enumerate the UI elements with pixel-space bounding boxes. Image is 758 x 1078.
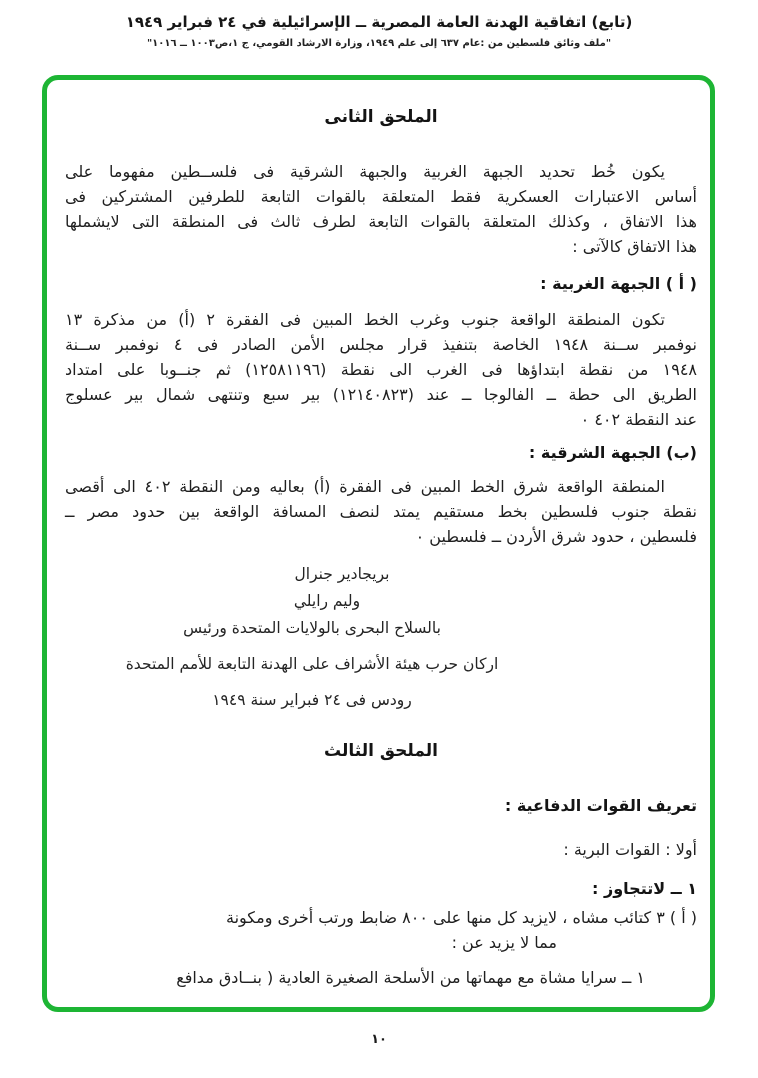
signatory-title-line: اركان حرب هيئة الأشراف على الهدنة التابعة للأمم المتحدة — [125, 655, 499, 673]
land-forces-heading: أولا : القوات البرية : — [563, 840, 697, 859]
green-border-frame — [42, 75, 715, 1012]
signatory-rank: بريجادير جنرال — [294, 565, 390, 583]
annex2-title: الملحق الثانى — [324, 107, 438, 127]
paragraph-line: نوفمبر ســنة ١٩٤٨ الخاصة بتنفيذ قرار مجلس الأمن الصادر فى ٤ نوفمبر ســنة — [65, 335, 698, 354]
document-header — [0, 13, 758, 49]
paragraph-line: يكون خُط تحديد الجبهة الغربية والجبهة الشرقية فى فلســطين مفهوما على — [65, 162, 665, 181]
signature-block — [97, 561, 527, 714]
western-front-heading: ( أ ) الجبهة الغربية : — [540, 274, 697, 293]
western-front-paragraph — [65, 307, 697, 432]
not-exceed-heading: ١ ــ لاتتجاوز : — [592, 879, 697, 898]
paragraph-line: هذا الاتفاق كالآتى : — [572, 237, 697, 256]
paragraph-line: نقطة جنوب فلسطين بخط مستقيم يمتد لنصف المسافة الواقعة بين حدود مصر ــ — [65, 502, 697, 521]
annex2-intro-paragraph — [65, 159, 697, 259]
signatory-name: وليم رايلي — [293, 592, 361, 610]
paragraph-line: تكون المنطقة الواقعة جنوب وغرب الخط المبين فى الفقرة ٢ (أ) من مذكرة ١٣ — [65, 310, 665, 329]
annex3-title: الملحق الثالث — [324, 741, 438, 761]
document-title: (تابع) اتفاقية الهدنة العامة المصرية ــ الإسرائيلية في ٢٤ فبراير ١٩٤٩ — [125, 13, 633, 31]
paragraph-line: المنطقة الواقعة شرق الخط المبين فى الفقرة (أ) بعاليه ومن النقطة ٤٠٢ الى أقصى — [65, 477, 665, 496]
eastern-front-paragraph — [65, 474, 697, 549]
signatory-title-line: بالسلاح البحرى بالولايات المتحدة ورئيس — [183, 619, 441, 637]
paragraph-line: مما لا يزيد عن : — [451, 933, 557, 952]
defensive-forces-heading: تعريف القوات الدفاعية : — [504, 796, 697, 815]
paragraph-line: أساس الاعتبارات العسكرية فقط المتعلقة بالقوات التابعة للطرفين المشتركين فى — [65, 187, 697, 206]
paragraph-line: ١٩٤٨ من نقطة ابتداؤها فى الغرب الى نقطة (١٢٥٨١١٩٦) ثم جنــوبا على امتداد — [65, 360, 697, 379]
page-number: ١٠ — [371, 1032, 387, 1047]
signature-place-date: رودس فى ٢٤ فبراير سنة ١٩٤٩ — [212, 691, 412, 709]
paragraph-line: عند النقطة ٤٠٢ ٠ — [580, 410, 697, 429]
eastern-front-heading: (ب) الجبهة الشرقية : — [528, 443, 697, 462]
item-a-paragraph — [65, 905, 697, 955]
paragraph-line: فلسطين ، حدود شرق الأردن ــ فلسطين ٠ — [415, 527, 697, 546]
paragraph-line: ( أ ) ٣ كتائب مشاه ، لايزيد كل منها على ٨٠٠ ضابط ورتب أخرى ومكونة — [225, 908, 697, 927]
paragraph-line: الطريق الى حطة ــ الفالوجا ــ عند (١٢١٤٠٨٢٣) بير سبع وتنتهى شمال بير عسلوج — [65, 385, 697, 404]
sub-item-1-line: ١ ــ سرايا مشاة مع مهماتها من الأسلحة الصغيرة العادية ( بنــادق مدافع — [176, 968, 645, 987]
paragraph-line: هذا الاتفاق ، وكذلك المتعلقة بالقوات التابعة لطرف ثالث فى المنطقة التى لايشملها — [65, 212, 697, 231]
document-source-citation: "ملف وثائق فلسطين من :عام ٦٣٧ إلى علم ١٩٤٩، وزارة الارشاد القومي، ج ١،ص١٠٠٣ ــ ١٠١٦" — [146, 38, 612, 49]
